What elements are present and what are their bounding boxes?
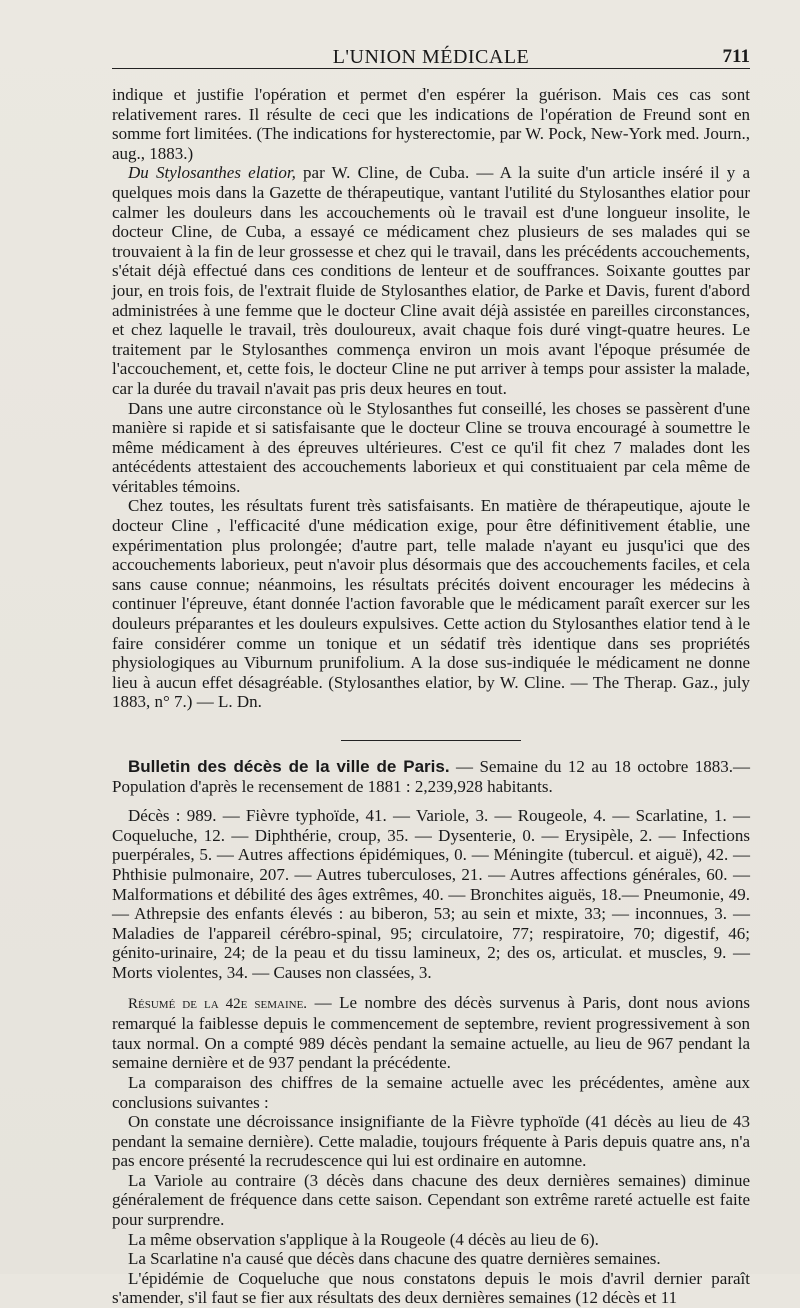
paragraph-typhoide: On constate une décroissance insignifiante de la Fièvre typhoïde (41 décès au lieu de 43 pendant la semaine dernière). Cette maladie, toujours fréquente à Paris depuis quatre ans, n'a pas encore présenté la recrudescence qui lui est ordinaire en automne. <box>112 1112 750 1171</box>
paragraph-deces: Décès : 989. — Fièvre typhoïde, 41. — Variole, 3. — Rougeole, 4. — Scarlatine, 1. — Coqueluche, 12. — Diphthérie, croup, 35. — Dysenterie, 0. — Erysipèle, 2. — Infections puerpérales, 5. — Autres affections épidémiques, 0. — Méningite (tubercul. et aiguë), 42. — Phthisie pulmonaire, 207. — Autres tuberculoses, 21. — Autres affections générales, 60. — Malformations et débilité des âges extrêmes, 40. — Bronchites aiguës, 18.— Pneumonie, 49. — Athrepsie des enfants élevés : au biberon, 53; au sein et mixte, 33; — inconnues, 3. — Maladies de l'appareil cérébro-spinal, 95; circulatoire, 77; respiratoire, 70; digestif, 46; génito-urinaire, 24; de la peau et du tissu lamineux, 2; des os, articulat. et muscles, 9. — Morts violentes, 34. — Causes non classées, 3. <box>112 806 750 982</box>
section-divider <box>341 740 521 741</box>
paragraph-variole: La Variole au contraire (3 décès dans chacune des deux dernières semaines) diminue généralement de fréquence dans cette saison. Cependant son extrême rareté actuelle est faite pour surprendre. <box>112 1170 750 1230</box>
resume-text: — Le nombre des décès survenus à Paris, dont nous avions remarqué la faiblesse depuis le commencement de septembre, revient progressivement à son taux normal. On a compté 989 décès pendant la semaine actuelle, au lieu de 967 pendant la semaine dernière et de 937 pendant la précédente. <box>112 992 751 1073</box>
bulletin-title: Bulletin des décès de la ville de Paris. <box>128 757 450 776</box>
paragraph-scarlatine: La Scarlatine n'a causé que décès dans chacune des quatre dernières semaines. <box>128 1249 661 1269</box>
page-body <box>112 69 750 1308</box>
paragraph-stylosanthes-intro <box>112 163 750 398</box>
resume-label: Résumé de la 42e semaine. <box>128 995 308 1012</box>
paragraph-coqueluche: L'épidémie de Coqueluche que nous constatons depuis le mois d'avril dernier paraît s'amender, s'il faut se fier aux résultats des deux dernières semaines (12 décès et 11 <box>112 1268 750 1308</box>
bulletin-subtitle: — Semaine du 12 au 18 octobre 1883.— Population d'après le recensement de 1881 : 2,239,928 habitants. <box>112 757 750 796</box>
bulletin-heading <box>112 757 750 796</box>
paragraph-freund: indique et justifie l'opération et permet d'en espérer la guérison. Mais ces cas sont relativement rares. Il résulte de ceci que les indications de l'opération de Freund sont en somme fort limitées. (The indications for hysterectomie, par W. Pock, New-York med. Journ., aug., 1883.) <box>112 85 751 163</box>
paragraph-stylosanthes-results: Chez toutes, les résultats furent très satisfaisants. En matière de thérapeutique, ajoute le docteur Cline , l'efficacité d'une médication exige, pour être définitivement établie, une expérimentation plus prolongée; d'autre part, telle malade n'ayant eu jusqu'ici que des accouchements laborieux, peut n'avoir plus désormais que des accouchements faciles, et cela sans cause connue; néanmoins, les résultats précités doivent encourager les médecins à continuer l'épreuve, étant donnée l'action favorable que le médicament paraît exercer sur les douleurs préparantes et les douleurs expulsives. Cette action du Stylosanthes elatior tend à le faire considérer comme un tonique et un sédatif très identique dans ses propriétés physiologiques au Viburnum prunifolium. A la dose sus-indiquée le médicament ne donne lieu à aucun effet désagréable. (Stylosanthes elatior, by W. Cline. — The Therap. Gaz., july 1883, n° 7.) — L. Dn. <box>112 496 750 712</box>
paragraph-comparaison: La comparaison des chiffres de la semaine actuelle avec les précédentes, amène aux conclusions suivantes : <box>112 1072 750 1112</box>
paragraph-rougeole: La même observation s'applique à la Rougeole (4 décès au lieu de 6). <box>128 1229 599 1249</box>
article-title: Du Stylosanthes elatior, <box>128 163 296 183</box>
running-title: L'UNION MÉDICALE <box>332 46 530 68</box>
paragraph-resume <box>112 993 750 1073</box>
paragraph-stylosanthes-second: Dans une autre circonstance où le Stylosanthes fut conseillé, les choses se passèrent d'une manière si rapide et si satisfaisante que le docteur Cline se trouva encouragé à soumettre le même médicament à des épreuves ultérieures. C'est ce qu'il fit chez 7 malades dont les antécédents attestaient des accouchements laborieux et qui constituaient par cela même de véritables témoins. <box>112 398 750 496</box>
article-text: par W. Cline, de Cuba. — A la suite d'un article inséré il y a quelques mois dans la Gazette de thérapeutique, vantant l'utilité du Stylosanthes elatior pour calmer les douleurs dans les accouchements où le travail est d'une longueur insolite, le docteur Cline, de Cuba, a essayé ce médicament chez plusieurs de ses malades qui se trouvaient à la fin de leur grossesse et chez qui le travail, dans les précédents accouchements, s'était déjà effectué dans ces conditions de lenteur et de souffrances. Soixante gouttes par jour, en trois fois, de l'extrait fluide de Stylosanthes elatior, de Parke et Davis, furent d'abord administrées à une femme que le docteur Cline avait déjà assistée en pareilles circonstances, et chez laquelle le travail, très douloureux, avait chaque fois duré vingt-quatre heures. Le traitement par le Stylosanthes commença environ un mois avant l'époque présumée de l'accouchement, et, cette fois, le docteur Cline ne put arriver à temps pour assister la malade, car la durée du travail n'avait pas pris deux heures en tout. <box>112 163 750 398</box>
page-header <box>112 34 750 69</box>
page-number: 711 <box>722 46 750 67</box>
